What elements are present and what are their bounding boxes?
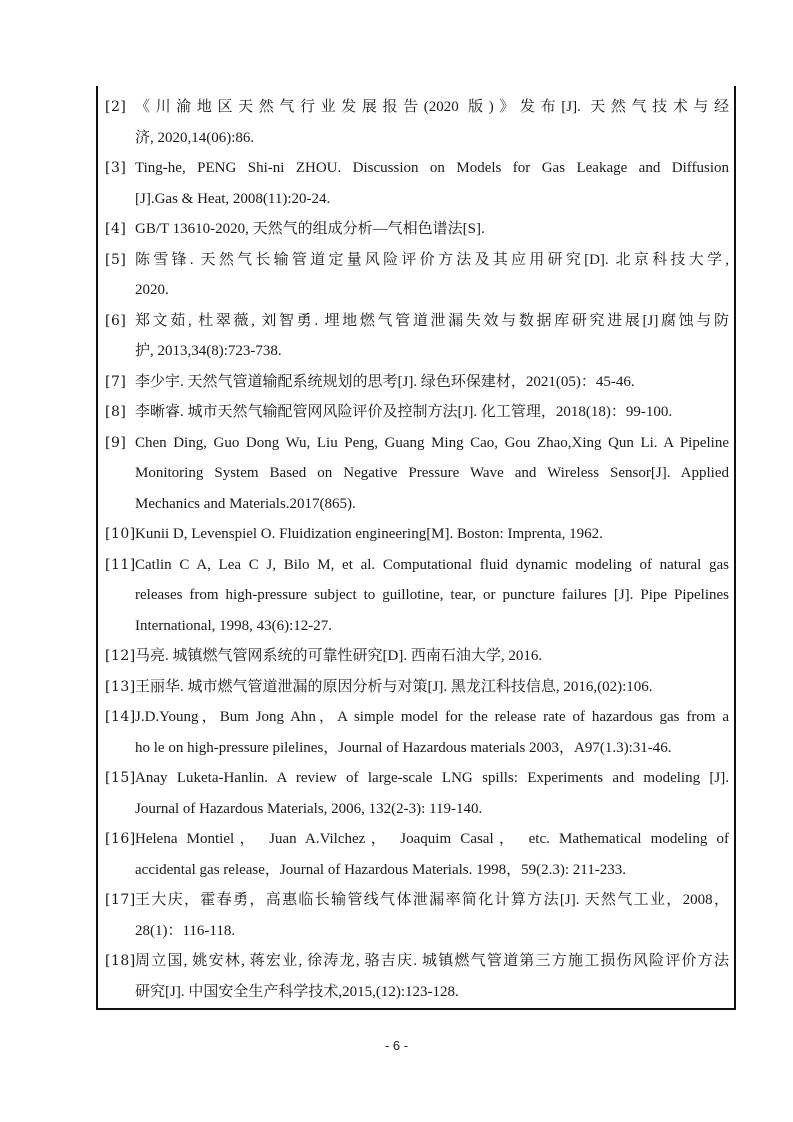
reference-item [105,885,729,946]
reference-line: releases from high-pressure subject to guillotine, tear, or puncture failures [J]. Pipe Pipelines [135,587,729,603]
reference-item [105,153,729,214]
reference-number: [9] [105,434,127,451]
reference-number: [15] [105,770,136,786]
reference-number: [10] [105,526,136,542]
reference-item [105,946,729,1007]
reference-item [105,92,729,153]
reference-line: Journal of Hazardous Materials, 2006, 132(2-3): 119-140. [135,800,483,817]
reference-item [105,824,729,885]
reference-line: Mechanics and Materials.2017(865). [135,495,356,512]
reference-line: [J].Gas & Heat, 2008(11):20-24. [135,190,331,207]
reference-line: 陈雪锋. 天然气长输管道定量风险评价方法及其应用研究[D]. 北京科技大学, [135,251,729,268]
reference-line: 周立国, 姚安林, 蒋宏业, 徐涛龙, 骆吉庆. 城镇燃气管道第三方施工损伤风险评价方法 [135,953,729,969]
reference-line: Catlin C A, Lea C J, Bilo M, et al. Computational fluid dynamic modeling of natural gas [135,556,729,573]
reference-line: Monitoring System Based on Negative Pressure Wave and Wireless Sensor[J]. Applied [135,465,729,481]
reference-line: International, 1998, 43(6):12-27. [135,617,333,634]
reference-item [105,519,729,550]
reference-number: [7] [105,373,127,390]
reference-item [105,550,729,642]
reference-item [105,672,729,703]
reference-item [105,702,729,763]
reference-line: Helena Montiel， Juan A.Vilchez， Joaquim Casal， etc. Mathematical modeling of [135,831,729,847]
page-number: - 6 - [384,1038,409,1053]
reference-line: Anay Luketa-Hanlin. A review of large-scale LNG spills: Experiments and modeling [J]. [135,770,729,786]
reference-line: 护, 2013,34(8):723-738. [135,343,282,359]
reference-number: [12] [105,648,136,664]
reference-line: ho le on high-pressure pilelines，Journal of Hazardous materials 2003，A97(1.3):31-46. [135,739,672,756]
reference-line: 郑文茹, 杜翠薇, 刘智勇. 埋地燃气管道泄漏失效与数据库研究进展[J]腐蚀与防 [135,312,729,329]
reference-line: 马亮. 城镇燃气管网系统的可靠性研究[D]. 西南石油大学, 2016. [135,648,543,664]
reference-line: 28(1)：116-118. [135,922,236,939]
reference-line: 李少宇. 天然气管道输配系统规划的思考[J]. 绿色环保建材，2021(05)：45-46. [135,373,635,390]
reference-number: [14] [105,709,136,725]
reference-item [105,397,729,428]
reference-line: Chen Ding, Guo Dong Wu, Liu Peng, Guang Ming Cao, Gou Zhao,Xing Qun Li. A Pipeline [135,434,729,451]
reference-line: 王大庆，霍春勇，高惠临长输管线气体泄漏率简化计算方法[J]. 天然气工业，2008， [135,892,729,908]
reference-line: J.D.Young，Bum Jong Ahn，A simple model for the release rate of hazardous gas from a [135,709,729,725]
reference-line: 李晰睿. 城市天然气输配管网风险评价及控制方法[J]. 化工管理，2018(18)：99-100. [135,404,673,420]
reference-list [105,92,729,1007]
reference-line: 济, 2020,14(06):86. [135,129,255,146]
reference-item [105,367,729,398]
reference-item [105,306,729,367]
reference-line: accidental gas release，Journal of Hazardous Materials. 1998，59(2.3): 211-233. [135,861,626,878]
reference-number: [13] [105,678,136,695]
reference-number: [4] [105,221,127,237]
reference-item [105,428,729,520]
reference-item [105,641,729,672]
reference-number: [2] [105,99,127,115]
reference-line: 王丽华. 城市燃气管道泄漏的原因分析与对策[J]. 黑龙江科技信息, 2016,(02):106. [135,678,653,695]
reference-number: [6] [105,312,127,329]
reference-number: [3] [105,160,127,176]
reference-line: 《川渝地区天然气行业发展报告(2020 版)》发布[J]. 天然气技术与经 [135,99,729,115]
reference-number: [5] [105,251,127,268]
reference-line: Ting-he, PENG Shi-ni ZHOU. Discussion on Models for Gas Leakage and Diffusion [135,160,729,176]
reference-line: 研究[J]. 中国安全生产科学技术,2015,(12):123-128. [135,983,459,1000]
reference-line: Kunii D, Levenspiel O. Fluidization engineering[M]. Boston: Imprenta, 1962. [135,526,603,542]
reference-item [105,245,729,306]
reference-number: [11] [105,556,136,573]
reference-item [105,763,729,824]
reference-number: [8] [105,404,127,420]
reference-number: [16] [105,831,136,847]
reference-line: 2020. [135,282,169,298]
reference-line: GB/T 13610-2020, 天然气的组成分析—气相色谱法[S]. [135,221,485,237]
reference-number: [17] [105,892,136,908]
reference-number: [18] [105,953,136,969]
reference-item [105,214,729,245]
